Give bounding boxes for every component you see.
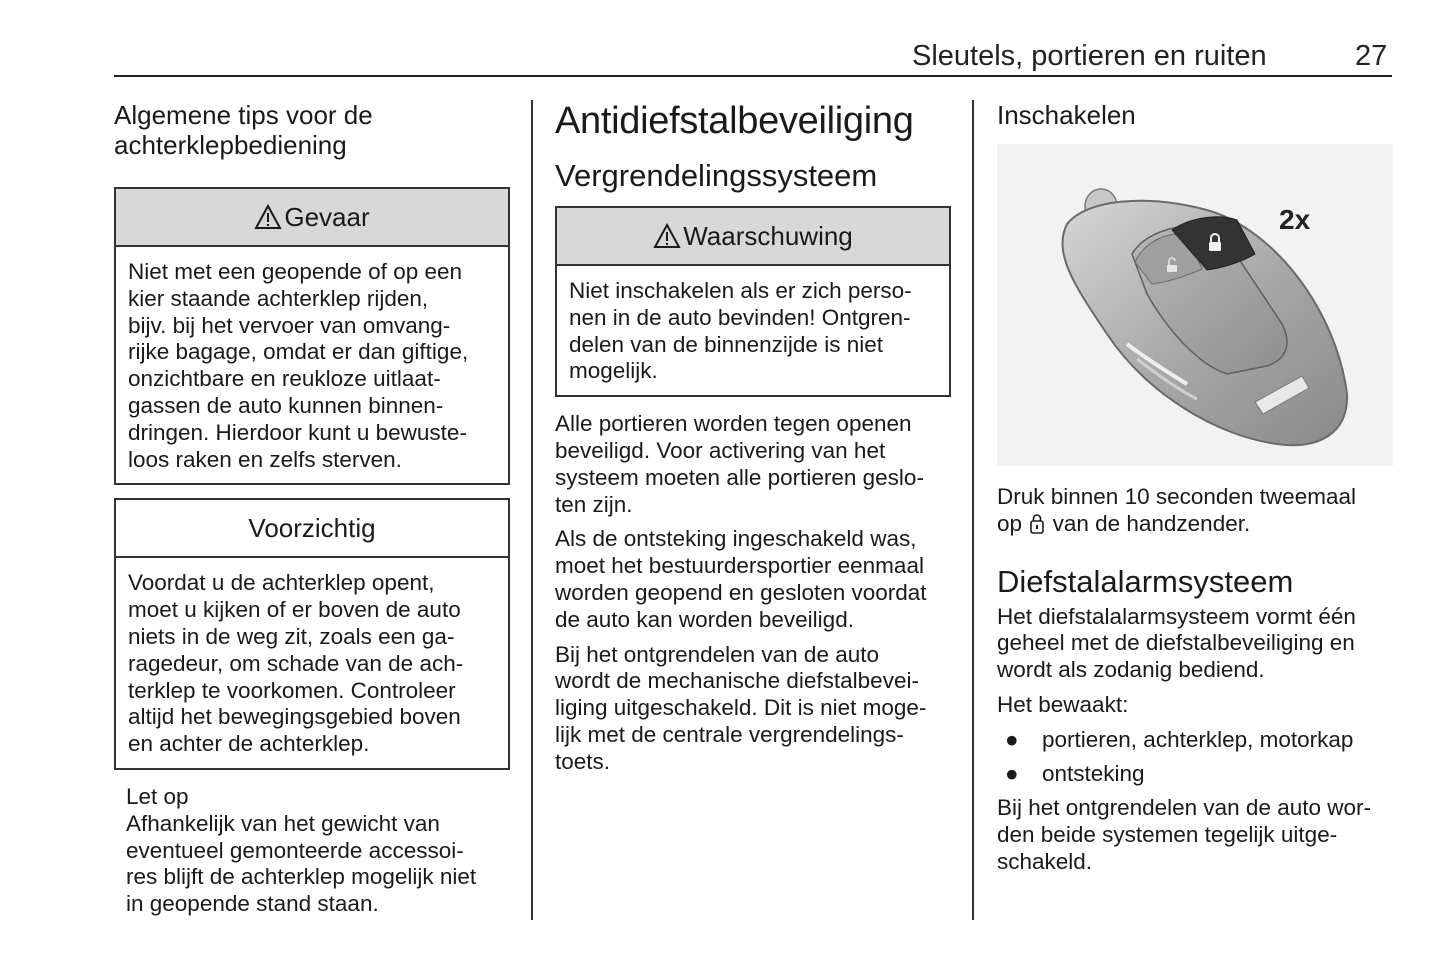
enable-heading: Inschakelen <box>997 100 1136 130</box>
page-number: 27 <box>1355 40 1388 72</box>
lock-icon <box>1030 514 1044 534</box>
running-header-title: Sleutels, portieren en ruiten <box>912 40 1267 72</box>
paragraph-unlocking: Bij het ontgrendelen van de auto wordt de mechanische diefstalbevei- liging uitgeschakeld. Dit is niet moge- lijk met de centrale vergrendelings- toets. <box>555 641 927 774</box>
caution-box <box>114 498 510 770</box>
bullet-icon: ● <box>1005 760 1019 786</box>
key-fob-figure <box>997 144 1393 466</box>
danger-box-text: Niet met een geopende of op een kier staande achterklep rijden, bijv. bij het vervoer van omvang- rijke bagage, omdat er dan giftige, onzichtbare en reukloze uitlaat- gassen de auto kunnen binnen- dringen. Hierdoor kunt u bewuste- loos raken en zelfs sterven. <box>128 259 469 472</box>
danger-box-header <box>116 189 508 247</box>
column-left <box>114 100 510 918</box>
guards-label: Het bewaakt: <box>997 691 1129 717</box>
warning-box-title: Waarschuwing <box>683 220 853 251</box>
column-middle <box>555 100 951 776</box>
alarm-system-heading: Diefstalalarmsysteem <box>997 563 1294 599</box>
closing-text: Bij het ontgrendelen van de auto wor- den beide systemen tegelijk uitge- schakeld. <box>997 795 1371 874</box>
warning-triangle-icon <box>653 223 681 249</box>
note-block <box>114 784 510 918</box>
alarm-intro-text: Het diefstalalarmsysteem vormt één geheel met de diefstalbeveiliging en wordt als zodanig bediend. <box>997 603 1356 683</box>
caution-box-text: Voordat u de achterklep opent, moet u kijken of er boven de auto niets in de weg zit, zoals een ga- ragedeur, om schade van de ach- terklep te voorkomen. Controleer altijd het bewegingsgebied boven en achter de achterklep. <box>128 570 464 757</box>
column-divider-right <box>972 100 974 920</box>
anti-theft-heading: Antidiefstalbeveiliging <box>555 100 914 142</box>
key-fob-illustration <box>997 144 1393 466</box>
list-item: ● portieren, achterklep, motorkap <box>997 727 1393 754</box>
danger-box-title: Gevaar <box>284 201 370 232</box>
list-item: ● ontsteking <box>997 761 1393 788</box>
warning-box <box>555 206 951 397</box>
paragraph-ignition: Als de ontsteking ingeschakeld was, moet het bestuurdersportier eenmaal worden geopend en gesloten voordat de auto kan worden beveiligd. <box>555 526 927 632</box>
warning-box-header <box>557 208 949 266</box>
guarded-items-list <box>997 727 1393 788</box>
instruction-text: Druk binnen 10 seconden tweemaal op van de handzender. <box>997 484 1356 536</box>
caution-box-header <box>116 500 508 558</box>
header-rule <box>114 75 1392 77</box>
warning-triangle-icon <box>254 204 282 230</box>
note-text: Afhankelijk van het gewicht van eventueel gemonteerde accessoi- res blijft de achterklep mogelijk niet in geopende stand staan. <box>126 810 477 917</box>
caution-box-title: Voorzichtig <box>248 512 376 543</box>
danger-box <box>114 187 510 485</box>
locking-system-heading: Vergrendelingssysteem <box>555 158 878 193</box>
tailgate-tips-heading: Algemene tips voor de achterklepbediening <box>114 100 373 160</box>
column-right <box>997 100 1393 876</box>
paragraph-doors-locked: Alle portieren worden tegen openen beveiligd. Voor activering van het systeem moeten alle portieren geslo- ten zijn. <box>555 411 924 517</box>
press-count-label: 2x <box>1279 204 1311 235</box>
bullet-icon: ● <box>1005 726 1019 752</box>
note-title: Let op <box>126 783 189 809</box>
column-divider-left <box>531 100 533 920</box>
warning-box-text: Niet inschakelen als er zich perso- nen in de auto bevinden! Ontgren- delen van de binnenzijde is niet mogelijk. <box>569 278 912 384</box>
